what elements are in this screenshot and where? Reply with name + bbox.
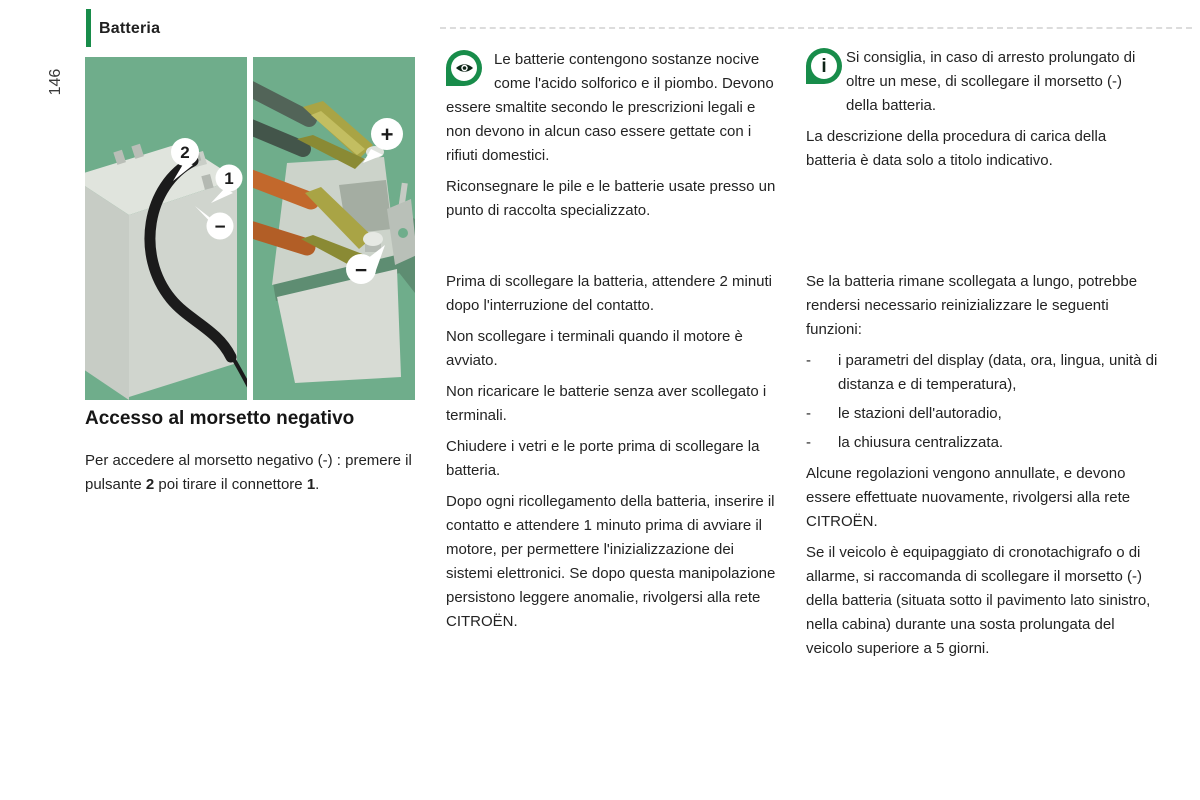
button-2-ref: 2 [145, 476, 155, 493]
list-item [806, 431, 1158, 455]
eye-icon [446, 50, 482, 86]
list-item [806, 402, 1158, 426]
list-dash: - [806, 405, 811, 422]
access-section [85, 408, 421, 504]
section-accent-bar [86, 9, 91, 47]
precaution-paragraph: Non ricaricare le batterie senza aver scollegato i terminali. [446, 383, 767, 424]
figure-battery-connector [85, 57, 247, 400]
precaution-paragraph: Non scollegare i terminali quando il motore è avviato. [446, 328, 743, 369]
reinit-intro: Se la batteria rimane scollegata a lungo, potrebbe rendersi necessario reinizializzare le seguenti funzioni: [806, 273, 1138, 338]
note-paragraph: Le batterie contengono sostanze nocive come l'acido solforico e il piombo. Devono essere smaltite secondo le prescrizioni legali e non devono in alcun caso essere gettate con i rifiuti domestici. [446, 51, 774, 164]
access-paragraph [85, 449, 421, 497]
reinit-paragraph: Se il veicolo è equipaggiato di cronotachigrafo o di allarme, si raccomanda di scollegare il morsetto (-) della batteria (situata sotto il pavimento lato sinistro, nella cabina) durante una sosta prolungata del veicolo superiore a 5 giorni. [806, 544, 1151, 657]
info-glyph: i [821, 55, 827, 77]
access-paragraph-part: poi tirare il connettore [154, 476, 307, 493]
reinit-paragraph: Alcune regolazioni vengono annullate, e devono essere effettuate nuovamente, rivolgersi alla rete CITROËN. [806, 465, 1131, 530]
note-paragraph: La descrizione della procedura di carica della batteria è data solo a titolo indicativo. [806, 128, 1107, 169]
section-title: Batteria [99, 20, 161, 37]
top-dashed-rule [440, 27, 1192, 29]
reinit-list [806, 349, 1158, 455]
list-dash: - [806, 352, 811, 369]
eye-glyph [455, 62, 474, 74]
list-dash: - [806, 434, 811, 451]
info-note [806, 46, 1156, 180]
page-number: 146 [47, 68, 64, 96]
list-item-text: la chiusura centralizzata. [838, 434, 1004, 451]
info-icon [806, 48, 842, 84]
environment-note [446, 48, 780, 230]
precautions-block [446, 270, 782, 641]
note-paragraph: Si consiglia, in caso di arresto prolungato di oltre un mese, di scollegare il morsetto (-) della batteria. [846, 49, 1136, 114]
figure1-minus-label: − [214, 217, 226, 238]
eye-icon-disc [451, 55, 477, 81]
figure-battery-clamps [253, 57, 415, 400]
access-heading: Accesso al morsetto negativo [85, 408, 355, 429]
precaution-paragraph: Chiudere i vetri e le porte prima di scollegare la batteria. [446, 438, 760, 479]
list-item [806, 349, 1158, 397]
figures-row [85, 57, 415, 400]
info-icon-disc [811, 53, 837, 79]
access-paragraph-part: Per accedere al morsetto negativo (-) : premere il pulsante [85, 452, 412, 493]
figure2-minus-label: − [354, 259, 368, 282]
figure1-label-1: 1 [224, 169, 234, 188]
precaution-paragraph: Dopo ogni ricollegamento della batteria, inserire il contatto e attendere 1 minuto prima di avviare il motore, per permettere l'inizializzazione dei sistemi elettronici. Se dopo questa manipolazione persistono leggere anomalie, rivolgersi alla rete CITROËN. [446, 493, 776, 630]
access-paragraph-part: . [315, 476, 320, 493]
note-paragraph: Riconsegnare le pile e le batterie usate presso un punto di raccolta specializzato. [446, 178, 776, 219]
connector-1-ref: 1 [306, 476, 316, 493]
figure1-label-2: 2 [180, 143, 190, 162]
precaution-paragraph: Prima di scollegare la batteria, attendere 2 minuti dopo l'interruzione del contatto. [446, 273, 773, 314]
figure2-plus-label: + [380, 122, 394, 147]
list-item-text: le stazioni dell'autoradio, [838, 405, 1002, 422]
list-item-text: i parametri del display (data, ora, lingua, unità di distanza e di temperatura), [838, 352, 1158, 393]
reinit-block [806, 270, 1158, 668]
